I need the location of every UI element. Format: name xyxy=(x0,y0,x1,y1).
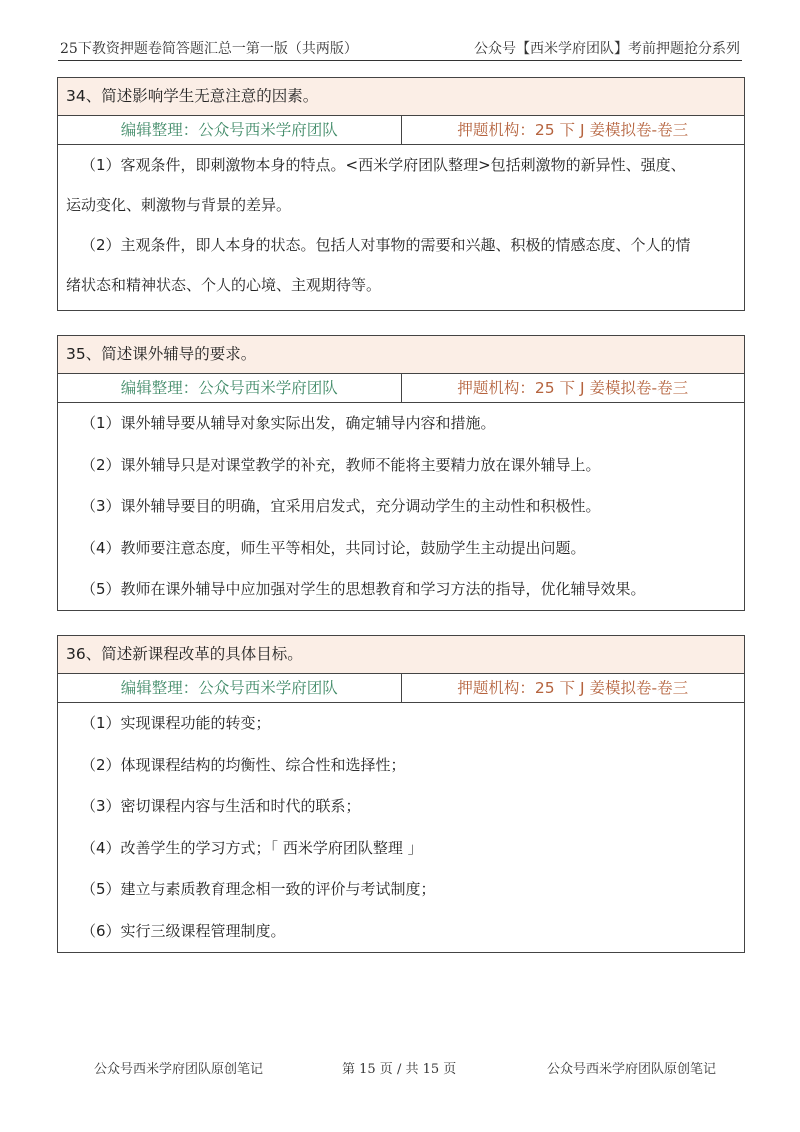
question-title: 36、简述新课程改革的具体目标。 xyxy=(58,636,744,674)
answer-line: （4）改善学生的学习方式；「 西米学府团队整理 」 xyxy=(81,838,423,857)
answer-line: （1）实现课程功能的转变； xyxy=(81,714,271,732)
question-meta-row xyxy=(58,116,744,145)
answer-body xyxy=(58,703,744,952)
question-title: 34、简述影响学生无意注意的因素。 xyxy=(58,78,744,116)
question-box xyxy=(57,77,745,311)
question-meta-row xyxy=(58,674,744,703)
answer-line: 运动变化、刺激物与背景的差异。 xyxy=(66,196,292,214)
answer-line: （2）体现课程结构的均衡性、综合性和选择性； xyxy=(81,755,406,774)
answer-line: （5）教师在课外辅导中应加强对学生的思想教育和学习方法的指导，优化辅导效果。 xyxy=(81,580,646,598)
header-left-text: 25下教资押题卷简答题汇总一第一版（共两版） xyxy=(60,41,358,57)
answer-line: （2）主观条件，即人本身的状态。包括人对事物的需要和兴趣、积极的情感态度、个人的情 xyxy=(81,236,691,254)
answer-line: （3）课外辅导要目的明确，宜采用启发式，充分调动学生的主动性和积极性。 xyxy=(81,497,601,515)
footer-left-text: 公众号西米学府团队原创笔记 xyxy=(94,1062,264,1077)
source-credit: 押题机构：25 下 J 姜模拟卷-卷三 xyxy=(457,379,689,397)
answer-body xyxy=(58,403,744,611)
editor-credit: 编辑整理：公众号西米学府团队 xyxy=(58,674,402,702)
page-header xyxy=(58,34,742,61)
editor-credit: 编辑整理：公众号西米学府团队 xyxy=(58,116,402,144)
answer-line: （2）课外辅导只是对课堂教学的补充，教师不能将主要精力放在课外辅导上。 xyxy=(81,455,601,474)
answer-line: （6）实行三级课程管理制度。 xyxy=(81,921,286,940)
answer-body xyxy=(58,145,744,305)
answer-line: （1）客观条件，即刺激物本身的特点。<西米学府团队整理>包括刺激物的新异性、强度、 xyxy=(81,156,686,174)
question-box xyxy=(57,635,745,953)
footer-right-text: 公众号西米学府团队原创笔记 xyxy=(547,1062,717,1077)
source-credit: 押题机构：25 下 J 姜模拟卷-卷三 xyxy=(457,121,689,139)
question-box xyxy=(57,335,745,611)
question-meta-row xyxy=(58,374,744,403)
answer-line: （1）课外辅导要从辅导对象实际出发，确定辅导内容和措施。 xyxy=(81,414,496,432)
answer-line: 绪状态和精神状态、个人的心境、主观期待等。 xyxy=(66,276,382,294)
question-title: 35、简述课外辅导的要求。 xyxy=(58,336,744,374)
header-right-text: 公众号【西米学府团队】考前押题抢分系列 xyxy=(474,41,740,57)
editor-credit: 编辑整理：公众号西米学府团队 xyxy=(58,374,402,402)
source-credit: 押题机构：25 下 J 姜模拟卷-卷三 xyxy=(457,679,689,697)
answer-line: （4）教师要注意态度，师生平等相处，共同讨论，鼓励学生主动提出问题。 xyxy=(81,538,586,557)
answer-line: （5）建立与素质教育理念相一致的评价与考试制度； xyxy=(81,880,436,898)
answer-line: （3）密切课程内容与生活和时代的联系； xyxy=(81,797,361,815)
page-number: 第 15 页 / 共 15 页 xyxy=(342,1062,457,1077)
